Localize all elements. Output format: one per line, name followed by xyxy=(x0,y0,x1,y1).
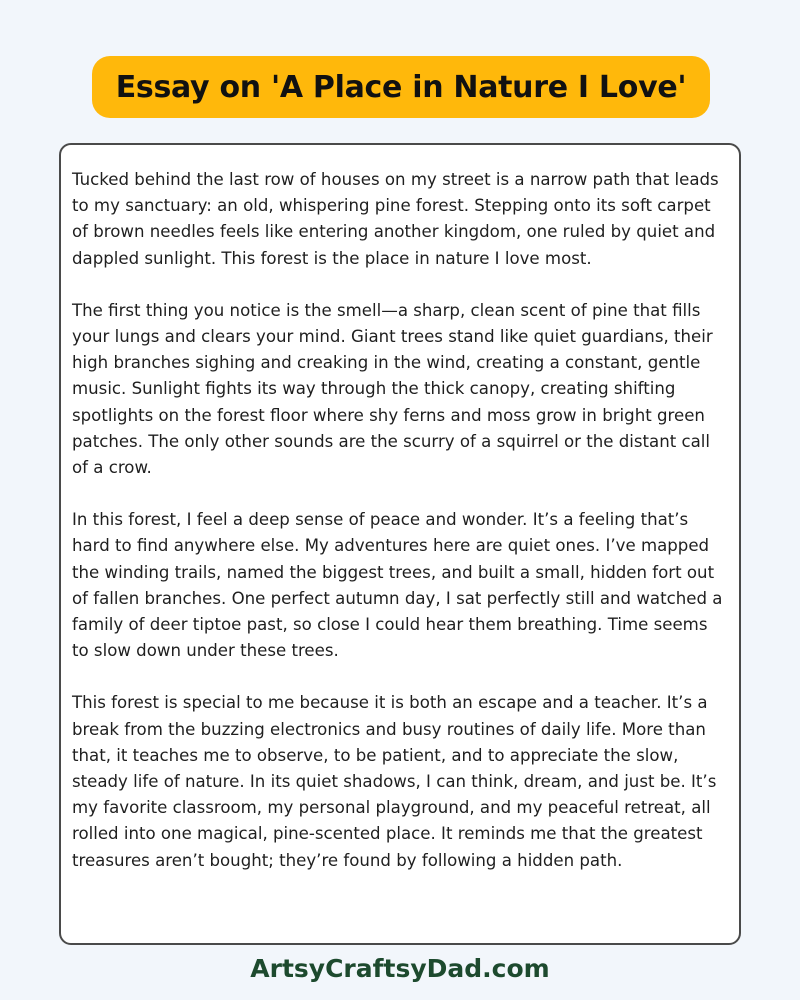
page-title: Essay on 'A Place in Nature I Love' xyxy=(115,69,687,105)
essay-card xyxy=(59,143,741,945)
footer-brand: ArtsyCraftsyDad.com xyxy=(250,954,550,983)
essay-paragraph-1: Tucked behind the last row of houses on my street is a narrow path that leads to my sanctuary: an old, whispering pine forest. Stepping onto its soft carpet of brown needles feels like entering another kingdom, one ruled by quiet and dappled sunlight. This forest is the place in nature I love most. xyxy=(72,170,719,268)
title-banner xyxy=(92,56,710,118)
essay-paragraph-4: This forest is special to me because it is both an escape and a teacher. It’s a break from the buzzing electronics and busy routines of daily life. More than that, it teaches me to observe, to be patient, and to appreciate the slow, steady life of nature. In its quiet shadows, I can think, dream, and just be. It’s my favorite classroom, my personal playground, and my peaceful retreat, all rolled into one magical, pine-scented place. It reminds me that the greatest treasures aren’t bought; they’re found by following a hidden path. xyxy=(72,693,717,870)
essay-paragraph-2: The first thing you notice is the smell—a sharp, clean scent of pine that fills your lungs and clears your mind. Giant trees stand like quiet guardians, their high branches sighing and creaking in the wind, creating a constant, gentle music. Sunlight fights its way through the thick canopy, creating shifting spotlights on the forest floor where shy ferns and moss grow in bright green patches. The only other sounds are the scurry of a squirrel or the distant call of a crow. xyxy=(72,300,713,478)
essay-paragraph-3: In this forest, I feel a deep sense of peace and wonder. It’s a feeling that’s hard to find anywhere else. My adventures here are quiet ones. I’ve mapped the winding trails, named the biggest trees, and built a small, hidden fort out of fallen branches. One perfect autumn day, I sat perfectly still and watched a family of deer tiptoe past, so close I could hear them breathing. Time seems to slow down under these trees. xyxy=(72,510,723,661)
